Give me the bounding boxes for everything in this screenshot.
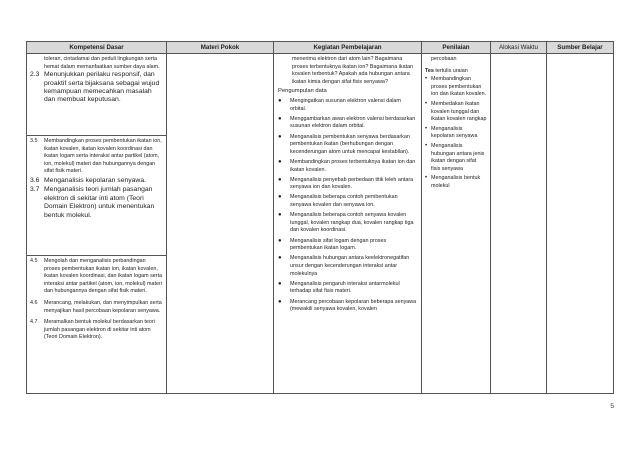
list-item-text: Membandingkan proses pembentukan ion dan ikatan kovalen. bbox=[431, 76, 487, 98]
bullet-icon: ● bbox=[278, 212, 282, 219]
list-item-text: Membandingkan proses terbentuknya ikatan ion dan ikatan kovalen. bbox=[290, 158, 416, 173]
header-kegiatan-pembelajaran: Kegiatan Pembelajaran bbox=[274, 42, 422, 54]
list-item bbox=[425, 175, 487, 190]
penilaian-tes-line bbox=[425, 68, 487, 76]
kd-text: Mengolah dan menganalisis perbandingan proses pembentukan ikatan ion, ikatan kovalen, ikatan kovalen koordinasi, dan ikatan logam serta interaksi antar partikel (atom, ion, molekul) materi dan hubungannya dengan sifat fisik materi. bbox=[44, 258, 163, 295]
list-item bbox=[278, 238, 417, 253]
table-header-row bbox=[27, 42, 614, 54]
kd-block bbox=[27, 135, 166, 255]
penilaian-list bbox=[425, 76, 487, 190]
bullet-icon: ● bbox=[278, 298, 282, 305]
kd-item bbox=[30, 71, 163, 105]
kd-number: 2.3 bbox=[30, 71, 40, 79]
list-item-text: Menganalisis kepolaran senyawa bbox=[431, 125, 478, 140]
bullet-icon: ● bbox=[278, 237, 282, 244]
kd-number: 3.6 bbox=[30, 176, 40, 184]
list-item-text: Menganalisis pembentukan senyawa berdasarkan pembentukan ikatan (berhubungan dengan kecenderungan atom untuk mencapai kestabilan). bbox=[290, 133, 410, 155]
kd-item bbox=[30, 258, 163, 296]
list-item-text: Menganalisis hubungan antara keelektronegatifan unsur dengan kecenderungan interaksi antar molekulnya bbox=[290, 255, 410, 277]
list-item bbox=[278, 159, 417, 174]
kd-item bbox=[30, 300, 163, 315]
table-row bbox=[27, 54, 614, 394]
bullet-icon: ● bbox=[278, 97, 282, 104]
list-item-text: Menganalisis penyebab perbedaan titik leleh antara senyawa ion dan kovalen. bbox=[290, 176, 414, 191]
kegiatan-intro-text: menerima elektron dari atom lain? Bagaimana proses terbentuknya ikatan ion? Bagaimana ikatan kovalen terbentuk? Apakah ada hubungan antara ikatan kimia dengan sifat fisis senyawa? bbox=[292, 56, 414, 85]
list-item bbox=[278, 116, 417, 131]
kd-number: 3.7 bbox=[30, 186, 40, 194]
kd-item bbox=[30, 138, 163, 176]
tes-rest: tertulis uraian bbox=[433, 67, 468, 74]
list-item-text: Menggambarkan awan elektron valensi berdasarkan susunan elektron dalam orbital. bbox=[290, 115, 416, 130]
list-item-text: Menganalisis pengaruh interaksi antarmolekul terhadap sifat fisis materi. bbox=[290, 280, 400, 295]
kd-number: 4.5 bbox=[30, 258, 38, 264]
list-item bbox=[278, 281, 417, 296]
page-number: 5 bbox=[610, 403, 614, 410]
kompetensi-dasar-cell bbox=[27, 54, 167, 394]
list-item-text: Merancang percobaan kepolaran beberapa senyawa (mewakili senyawa kovalen, kovalen bbox=[290, 298, 417, 313]
header-alokasi-waktu: Alokasi Waktu bbox=[491, 42, 547, 54]
list-item-text: Menganalisis bentuk molekul bbox=[431, 175, 481, 189]
penilaian-cell bbox=[422, 54, 491, 394]
list-item bbox=[425, 126, 487, 141]
bullet-icon: ● bbox=[278, 255, 282, 262]
bullet-icon: ● bbox=[278, 115, 282, 122]
kd-number: 3.5 bbox=[30, 138, 38, 144]
materi-pokok-cell bbox=[167, 54, 274, 394]
kd-lead-text: toleran, cintadamai dan peduli lingkungan serta hemat dalam memanfaatkan sumber daya alam. bbox=[44, 56, 160, 70]
bullet-icon: • bbox=[425, 125, 428, 132]
bullet-icon: • bbox=[425, 142, 428, 149]
kd-number: 4.6 bbox=[30, 299, 38, 306]
bullet-icon: ● bbox=[278, 280, 282, 287]
header-kompetensi-dasar: Kompetensi Dasar bbox=[27, 42, 167, 54]
kd-text: Membandingkan proses pembentukan ikatan ion, ikatan kovalen, ikatan kovalen koordinasi dan ikatan logam serta interaksi antar partikel (atom, ion, molekul) materi dan hubungannya dengan sifat fisik materi. bbox=[44, 138, 162, 175]
list-item bbox=[425, 101, 487, 124]
kd-block bbox=[27, 255, 166, 393]
kegiatan-heading: Pengumpulan data bbox=[278, 88, 327, 95]
kd-text: Meramalkan bentuk molekul berdasarkan teori jumlah pasangan elektron di sekitar inti atom (Teori Domain Elektron). bbox=[44, 319, 155, 341]
kd-item bbox=[30, 177, 163, 185]
bullet-icon: ● bbox=[278, 158, 282, 165]
header-penilaian: Penilaian bbox=[422, 42, 491, 54]
list-item bbox=[278, 134, 417, 157]
syllabus-table bbox=[26, 41, 614, 394]
kegiatan-list bbox=[278, 98, 417, 314]
list-item-text: Membedakan ikatan kovalen tunggal dan ikatan kovalen rangkap bbox=[431, 100, 487, 123]
kd-text: Menunjukkan perilaku responsif, dan proaktif serta bijaksana sebagai wujud kemampuan memecahkan masalah dan membuat keputusan. bbox=[44, 71, 160, 104]
list-item bbox=[278, 98, 417, 113]
kd-number: 4.7 bbox=[30, 319, 38, 326]
kd-item bbox=[30, 186, 163, 220]
kd-text: Merancang, melakukan, dan menyimpulkan serta menyajikan hasil percobaan kepolaran senyawa. bbox=[44, 299, 162, 314]
list-item-text: Menganalisis beberapa contoh senyawa kovalen tunggal, kovalen rangkap dua, kovalen rangkap tiga dan kovalen koordinasi. bbox=[290, 212, 414, 234]
list-item bbox=[278, 177, 417, 192]
alokasi-waktu-cell bbox=[491, 54, 547, 394]
header-sumber-belajar: Sumber Belajar bbox=[547, 42, 614, 54]
sumber-belajar-cell bbox=[547, 54, 614, 394]
kd-block bbox=[27, 54, 166, 135]
kd-text: Menganalisis teori jumlah pasangan elektron di sekitar inti atom (Teori Domain Elektron) untuk menentukan bentuk molekul. bbox=[44, 186, 155, 219]
list-item bbox=[425, 143, 487, 173]
list-item-text: Mengingatkan susunan elektron valensi dalam orbital. bbox=[290, 97, 401, 112]
list-item-text: Menganalisis hubungan antara jenis ikatan dengan sifat fisis senyawa bbox=[431, 142, 485, 172]
list-item-text: Menganalisis beberapa contoh pembentukan senyawa kovalen dan senyawa ion. bbox=[290, 194, 398, 209]
bullet-icon: • bbox=[425, 100, 428, 107]
header-materi-pokok: Materi Pokok bbox=[167, 42, 274, 54]
list-item bbox=[278, 212, 417, 235]
kd-text: Menganalisis kepolaran senyawa. bbox=[44, 176, 147, 184]
bullet-icon: ● bbox=[278, 133, 282, 140]
list-item bbox=[278, 194, 417, 209]
bullet-icon: ● bbox=[278, 194, 282, 201]
bullet-icon: • bbox=[425, 76, 428, 83]
penilaian-top-text: percobaan bbox=[431, 56, 457, 62]
kd-item bbox=[30, 319, 163, 342]
list-item-text: Menganalisis sifat logam dengan proses pembentukan ikatan logam. bbox=[290, 237, 387, 252]
bullet-icon: • bbox=[425, 175, 428, 182]
list-item bbox=[278, 255, 417, 278]
list-item bbox=[278, 299, 417, 314]
tes-label: Tes bbox=[425, 67, 434, 74]
list-item bbox=[425, 76, 487, 99]
kegiatan-pembelajaran-cell bbox=[274, 54, 422, 394]
bullet-icon: ● bbox=[278, 176, 282, 183]
